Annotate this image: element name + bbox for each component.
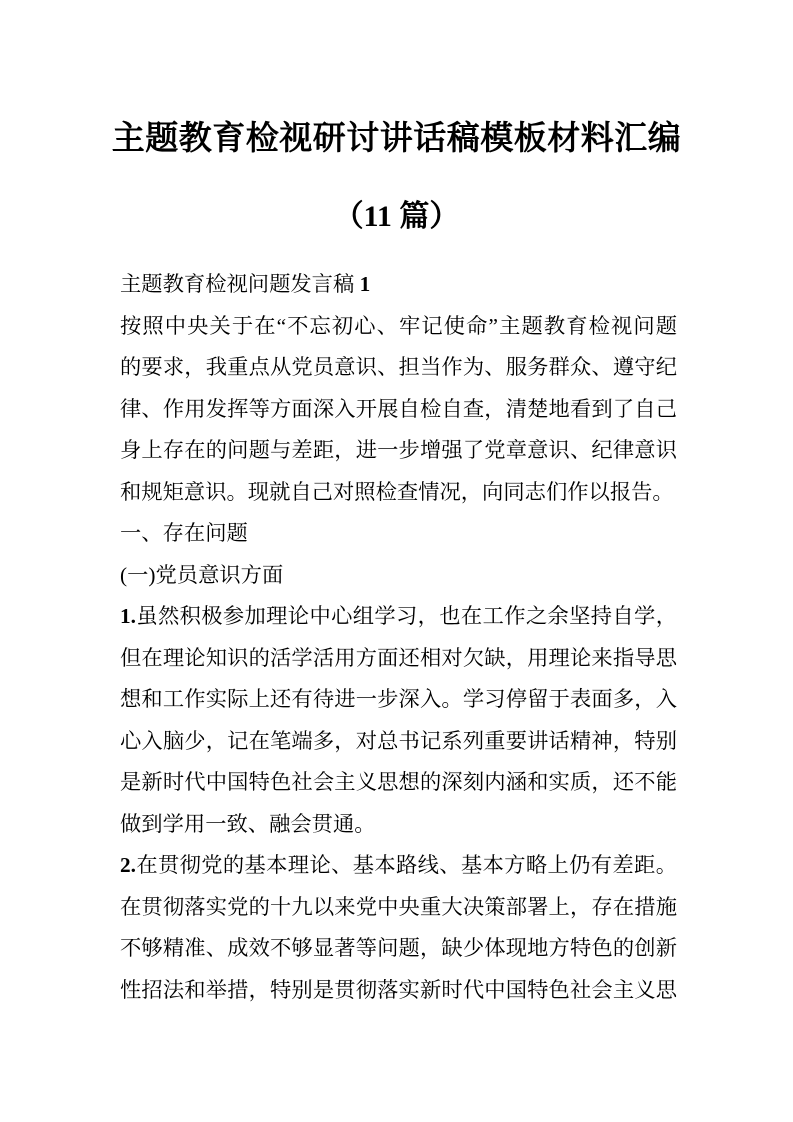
- body-line: 一、存在问题: [120, 521, 248, 545]
- body-line: 在贯彻落实党的十九以来党中央重大决策部署上，存在措施: [120, 894, 677, 919]
- body-line: 和规矩意识。现就自己对照检查情况，向同志们作以报告。: [120, 479, 674, 504]
- document-body: [120, 264, 677, 1011]
- body-line: 但在理论知识的活学活用方面还相对欠缺，用理论来指导思: [120, 645, 677, 670]
- body-line: 想和工作实际上还有待进一步深入。学习停留于表面多，入: [120, 687, 677, 711]
- body-line: 主题教育检视问题发言稿 1: [120, 272, 371, 296]
- body-line: 2.在贯彻党的基本理论、基本路线、基本方略上仍有差距。: [120, 853, 677, 877]
- digit-run: 1.: [120, 604, 136, 628]
- document-subtitle: （11 篇）: [333, 200, 460, 233]
- body-line: 心入脑少，记在笔端多，对总书记系列重要讲话精神，特别: [120, 728, 677, 753]
- body-line: 按照中央关于在“不忘初心、牢记使命”主题教育检视问题: [120, 313, 677, 338]
- digit-run: 2.: [120, 853, 136, 877]
- body-line: 律、作用发挥等方面深入开展自检自查，清楚地看到了自己: [120, 396, 677, 421]
- body-line: 性招法和举措，特别是贯彻落实新时代中国特色社会主义思: [120, 977, 677, 1002]
- body-line: 身上存在的问题与差距，进一步增强了党章意识、纪律意识: [120, 438, 677, 462]
- body-line: 做到学用一致、融会贯通。: [120, 811, 376, 836]
- body-line: (一)党员意识方面: [120, 562, 284, 587]
- digit-run: 1: [359, 272, 371, 296]
- body-line: 是新时代中国特色社会主义思想的深刻内涵和实质，还不能: [120, 770, 677, 794]
- document-title: 主题教育检视研讨讲话稿模板材料汇编: [111, 121, 682, 157]
- body-line: 的要求，我重点从党员意识、担当作为、服务群众、遵守纪: [120, 355, 677, 379]
- body-line: 1.虽然积极参加理论中心组学习，也在工作之余坚持自学，: [120, 604, 677, 628]
- body-line: 不够精准、成效不够显著等问题，缺少体现地方特色的创新: [120, 936, 677, 960]
